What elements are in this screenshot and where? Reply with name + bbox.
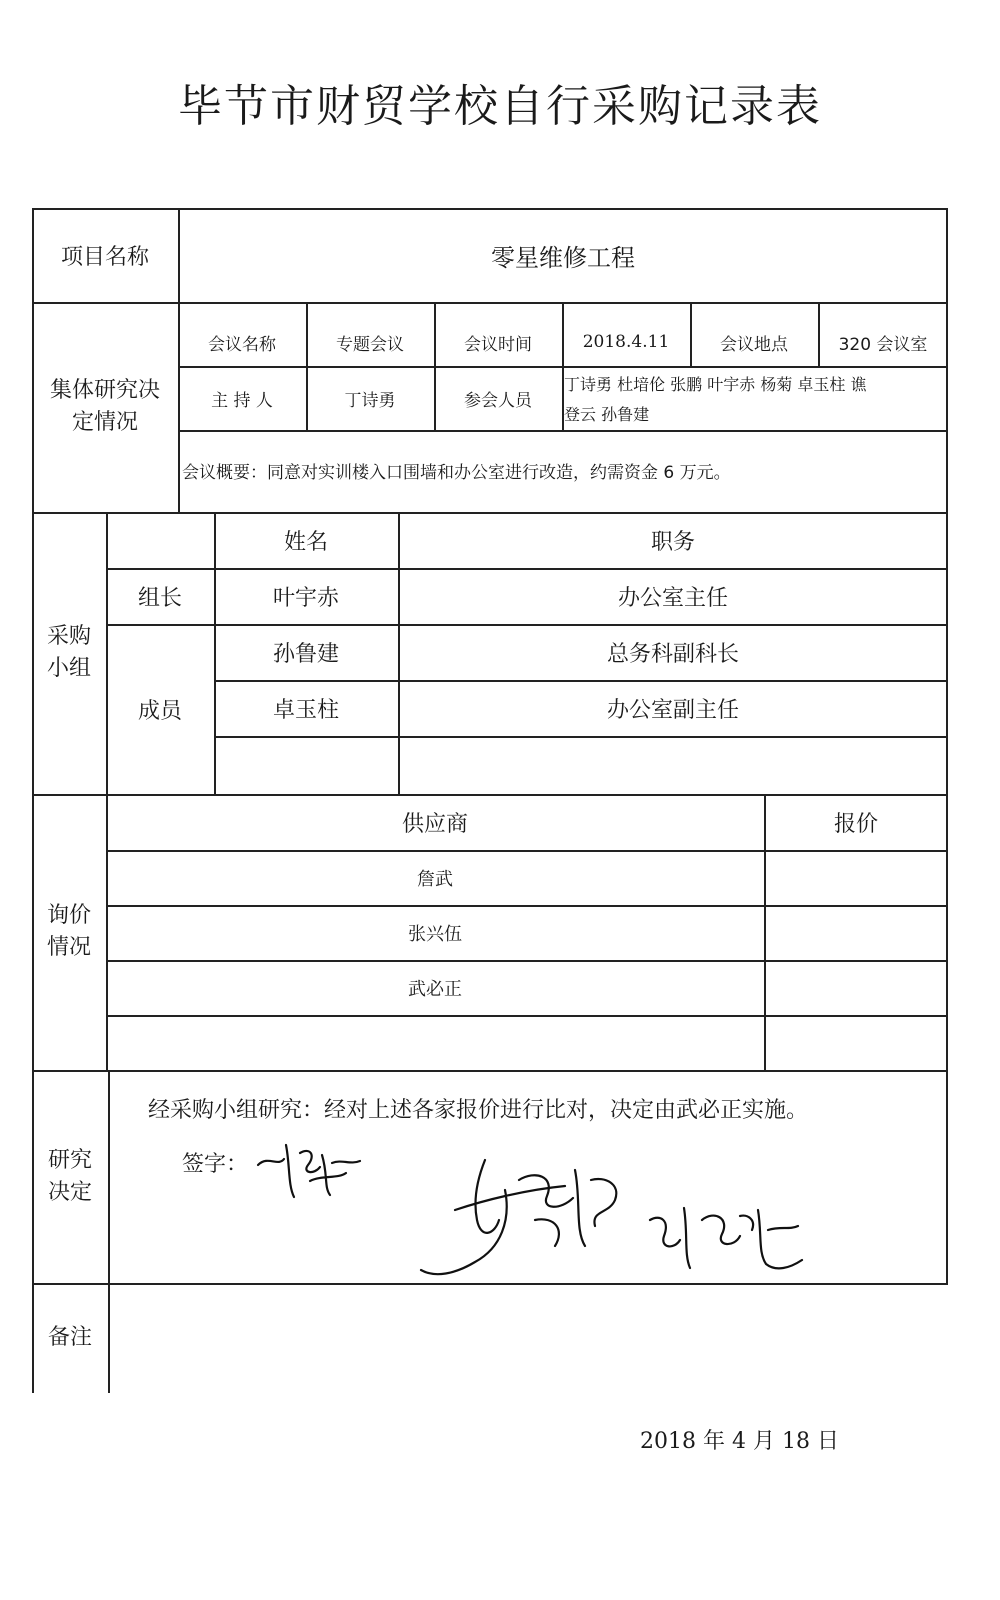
- supplier-1: 詹武: [417, 868, 453, 890]
- group-row-2-name: 孙鲁建: [272, 641, 339, 667]
- member-label: 成员: [137, 698, 182, 724]
- remarks-section-label: 备注: [47, 1325, 92, 1350]
- group-row-2-title: 总务科副科长: [606, 641, 739, 667]
- group-row-1-name: 叶宇赤: [272, 585, 339, 611]
- inquiry-section-label: 询价情况: [46, 903, 91, 960]
- attendees-label: 参会人员: [464, 390, 532, 411]
- meeting-name-value: 专题会议: [336, 334, 404, 355]
- signature-3: [640, 1190, 810, 1280]
- form-title: 毕节市财贸学校自行采购记录表: [178, 81, 822, 132]
- supplier-2: 张兴伍: [408, 923, 462, 945]
- leader-label: 组长: [137, 585, 182, 611]
- sign-label: 签字：: [182, 1151, 249, 1177]
- decision-text: 经采购小组研究：经对上述各家报价进行比对，决定由武必正实施。: [148, 1097, 809, 1123]
- group-row-3-name: 卓玉柱: [272, 697, 339, 723]
- supplier-3: 武必正: [408, 978, 462, 1000]
- project-name-label: 项目名称: [60, 244, 149, 270]
- meeting-summary: 会议概要：同意对实训楼入口围墙和办公室进行改造，约需资金 6 万元。: [182, 463, 731, 483]
- attendees-line-2: 登云 孙鲁建: [564, 405, 650, 424]
- inquiry-col-supplier: 供应商: [401, 811, 468, 837]
- meeting-place-value: 320 会议室: [838, 334, 928, 355]
- group-section-label: 采购小组: [46, 624, 91, 681]
- group-col-title: 职务: [650, 529, 695, 555]
- meeting-place-label: 会议地点: [720, 334, 788, 355]
- meeting-name-label: 会议名称: [208, 334, 276, 355]
- signature-1: [250, 1125, 370, 1205]
- meeting-host-label: 主 持 人: [211, 390, 273, 411]
- decision-section-label: 研究决定: [47, 1147, 92, 1205]
- group-col-name: 姓名: [283, 529, 328, 555]
- group-row-3-title: 办公室副主任: [606, 697, 739, 723]
- inquiry-col-price: 报价: [833, 811, 878, 837]
- meeting-time-label: 会议时间: [464, 334, 532, 355]
- attendees-list: [564, 370, 948, 430]
- group-row-1-title: 办公室主任: [617, 585, 728, 611]
- meeting-section-label: 集体研究决定情况: [49, 378, 160, 435]
- project-name-value: 零星维修工程: [491, 243, 635, 272]
- meeting-time-value: 2018.4.11: [582, 332, 670, 352]
- attendees-line-1: 丁诗勇 杜堷伦 张鹏 叶宇赤 杨菊 卓玉柱 谯: [564, 375, 867, 394]
- meeting-host-value: 丁诗勇: [344, 390, 396, 411]
- form-date: 2018 年 4 月 18 日: [640, 1429, 839, 1454]
- signature-2: [415, 1150, 635, 1290]
